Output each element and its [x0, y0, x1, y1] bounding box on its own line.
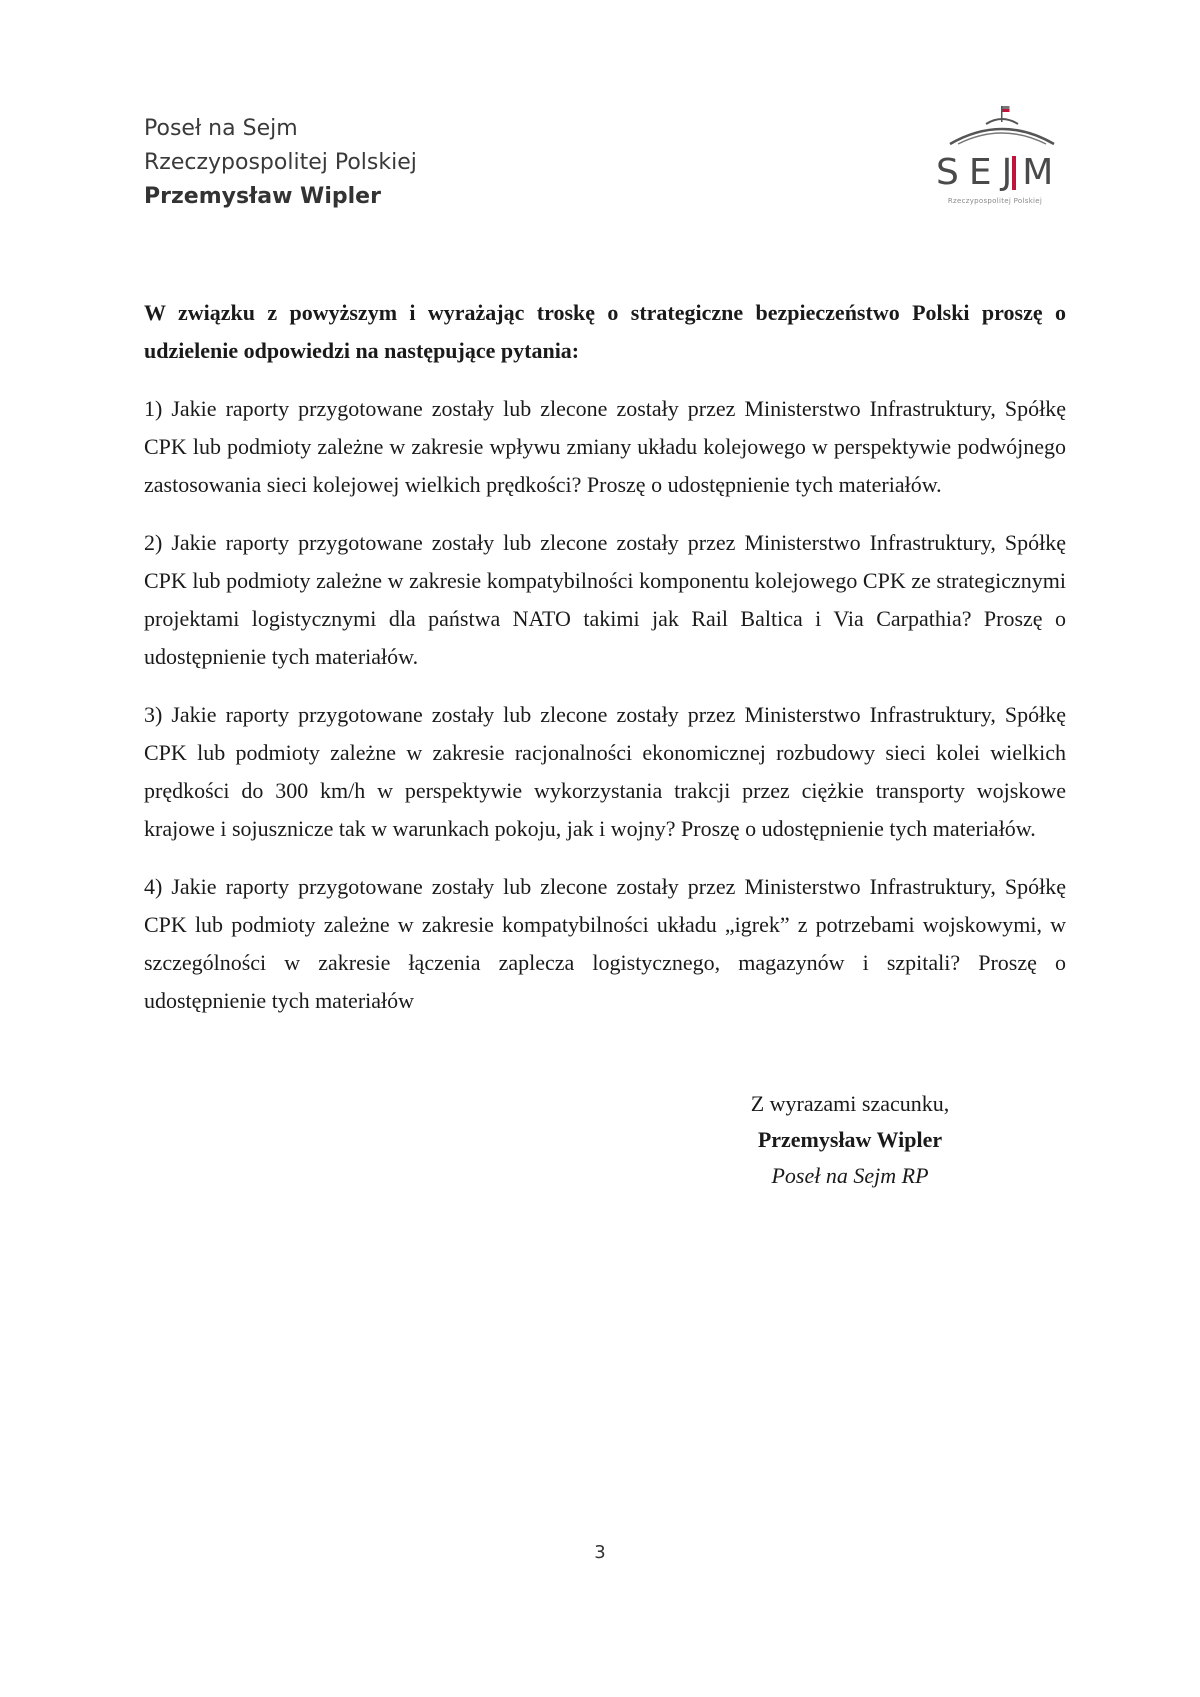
intro-paragraph: W związku z powyższym i wyrażając troskę o strategiczne bezpieczeństwo Polski proszę o udzielenie odpowiedzi na następujące pytania:	[144, 300, 1066, 363]
signer-name: Przemysław Wipler	[757, 1127, 943, 1152]
signer-role: Poseł na Sejm RP	[771, 1163, 929, 1188]
closing-greeting: Z wyrazami szacunku,	[750, 1091, 950, 1116]
question-paragraph: 4) Jakie raporty przygotowane zostały lub zlecone zostały przez Ministerstwo Infrastruktury, Spółkę CPK lub podmioty zależne w zakresie kompatybilności układu „igrek” z potrzebami wojskowymi, w szczególności w zakresie łączenia zaplecza logistycznego, magazynów i szpitali? Proszę o udostępnienie tych materiałów	[144, 874, 1066, 1013]
letterhead-subtitle: Rzeczypospolitej Polskiej	[144, 150, 417, 175]
logo-wordmark: SEJM	[936, 152, 1064, 193]
letter-body	[144, 294, 1066, 1040]
question-paragraph: 3) Jakie raporty przygotowane zostały lub zlecone zostały przez Ministerstwo Infrastruktury, Spółkę CPK lub podmioty zależne w zakresie racjonalności ekonomicznej rozbudowy sieci kolei wielkich prędkości do 300 km/h w perspektywie wykorzystania trakcji przez ciężkie transporty wojskowe krajowe i sojusznicze tak w warunkach pokoju, jak i wojny? Proszę o udostępnienie tych materiałów.	[144, 702, 1066, 841]
letterhead	[144, 112, 417, 214]
question-paragraph: 1) Jakie raporty przygotowane zostały lub zlecone zostały przez Ministerstwo Infrastruktury, Spółkę CPK lub podmioty zależne w zakresie wpływu zmiany układu kolejowego w perspektywie podwójnego zastosowania sieci kolejowej wielkich prędkości? Proszę o udostępnienie tych materiałów.	[144, 396, 1066, 497]
letterhead-name: Przemysław Wipler	[144, 184, 381, 209]
question-paragraph: 2) Jakie raporty przygotowane zostały lub zlecone zostały przez Ministerstwo Infrastruktury, Spółkę CPK lub podmioty zależne w zakresie kompatybilności komponentu kolejowego CPK ze strategicznymi projektami logistycznymi dla państwa NATO takimi jak Rail Baltica i Via Carpathia? Proszę o udostępnienie tych materiałów.	[144, 530, 1066, 669]
letterhead-title: Poseł na Sejm	[144, 116, 298, 141]
page-number: 3	[594, 1542, 606, 1563]
logo-caption: Rzeczypospolitej Polskiej	[947, 197, 1043, 205]
signature-block	[700, 1086, 1000, 1194]
